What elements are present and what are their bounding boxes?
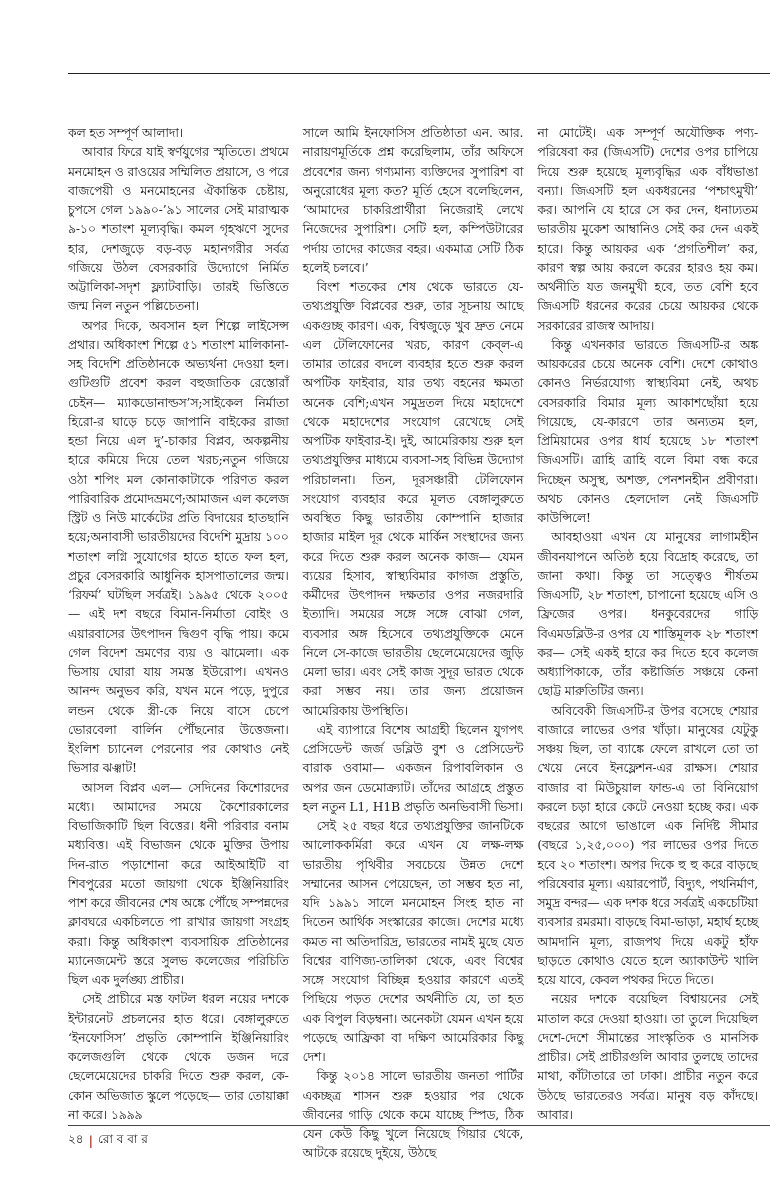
paragraph: অবিবেকী জিএসটি-র উপর বসেছে শেয়ার বাজারে লাভের ওপর খাঁড়া। মানুষের যেটুকু সঞ্চয় ছিল, তা ব্যাঙ্কে ফেলে রাখলে তো তা খেয়ে নেবে ইনফ্লেশন-এর রাক্ষস। শেয়ার বাজার বা মিউচুয়াল ফান্ড-এ তা বিনিয়োগ করলে চড়া হারে কেটে নেওয়া হচ্ছে কর। এক বছরের আগে ভাঙালে এক নির্দিষ্ট সীমার (বছরে ১,২৫,০০০) পর লাভের ওপর দিতে হবে ২০ শতাংশ। অপর দিকে হু হু করে বাড়ছে পরিষেবার মূল্য। এয়ারপোর্ট, বিদ্যুৎ, পথনির্মাণ, সমুদ্র বন্দর— এক দশক ধরে সর্বত্রই একচেটিয়া ব্যবসার রমরমা। বাড়ছে বিমা-ভাড়া, মহার্ঘ হচ্ছে আমদানি মূল্য, রাজপথ দিয়ে একটু হাঁফ ছাড়তে কোথাও যেতে হলে অ্যাকাউন্ট খালি হয়ে যাবে, কেবল পথকর দিতে দিতে।	[537, 703, 759, 987]
paragraph: সেই ২৫ বছর ধরে তথ্যপ্রযুক্তির জানটিকে আলোককর্মিরা করে এখন যে লক্ষ-লক্ষ ভারতীয় পৃথিবীর সবচেয়ে উন্নত দেশে সম্মানের আসন পেয়েছেন, তা সম্ভব হত না, যদি ১৯৯১ সালে মনমোহন সিংহ হাত না দিতেন আর্থিক সংস্কারের কাজে। দেশের মধ্যে কমত না অতিদারিদ্র, ভারতের নামই মুছে যেত বিশ্বের বাণিজ্য-তালিকা থেকে, এবং বিশ্বের সঙ্গে সংযোগ বিচ্ছিন্ন হওয়ার কারণে এতই পিছিয়ে পড়ত দেশের অর্থনীতি যে, তা হত এক বিপুল বিড়ম্বনা। অনেকটা যেমন এখন হয়ে পড়েছে আফ্রিকা বা দক্ষিণ আমেরিকার কিছু দেশ।	[302, 819, 524, 1064]
footer-separator: |	[88, 1134, 93, 1148]
paragraph: সেই প্রাচীরে মস্ত ফাটল ধরল নয়ের দশকে ইন্টারনেট প্রচলনের হাত ধরে। বেঙ্গালুরুতে ‘ইনফোসিস’ প্রভৃতি কোম্পানি ইঞ্জিনিয়ারিং কলেজগুলি থেকে থেকে ডজন দরে ছেলেমেয়েদের চাকরি দিতে শুরু করল, কে-কোন অভিজাত স্কুলে পড়েছে— তার তোয়াক্কা না করে। ১৯৯৯	[68, 992, 289, 1122]
paragraph: সালে আমি ইনফোসিস প্রতিষ্ঠাতা এন. আর. নারায়ণমূর্তিকে প্রশ্ন করেছিলাম, তাঁর অফিসে প্রবেশের জন্য গণ্যমান্য ব্যক্তিদের সুপারিশ বা অনুরোধের মূল্য কত? মূর্তি হেসে বলেছিলেন, ‘আমাদের চাকরিপ্রার্থীরা নিজেরাই লেখে নিজেদের সুপারিশ। সেটি হল, কম্পিউটারের পর্দায় তাদের কাজের বহর। একমাত্র সেটি ঠিক হলেই চলবে।’	[302, 126, 524, 275]
paragraph: আবহাওয়া এখন যে মানুষের লাগামহীন জীবনযাপনে অতিষ্ঠ হয়ে বিদ্রোহ করেছে, তা জানা কথা। কিন্তু তা সত্ত্বেও শীর্ষতম জিএসটি, ২৮ শতাংশ, চাপানো হয়েছে এসি ও ফ্রিজের ওপর। ধনকুবেরদের গাড়ি বিএমডব্লিউ-র ওপর যে শাস্তিমূলক ২৮ শতাংশ কর— সেই একই হারে কর দিতে হবে কলেজ অধ্যাপিকাকে, তাঁর কষ্টার্জিত সঞ্চয়ে কেনা ছোট্ট মারুতিটির জন্য।	[537, 530, 759, 699]
paragraph: বিংশ শতকের শেষ থেকে ভারতে যে-তথ্যপ্রযুক্তি বিপ্লবের শুরু, তার সূচনায় আছে একগুচ্ছ কারণ। এক, বিশ্বজুড়ে খুব দ্রুত নেমে এল টেলিফোনের খরচ, কারণ কেব্‌ল-এ তামার তারের বদলে ব্যবহার হতে শুরু করল অপটিক ফাইবার, যার তথ্য বহনের ক্ষমতা অনেক বেশি;এখন সমুদ্রতল দিয়ে মহাদেশে থেকে মহাদেশের সংযোগ রেখেছে সেই অপটিক ফাইবার-ই। দুই, আমেরিকায় শুরু হল তথ্যপ্রযুক্তির মাধ্যমে ব্যবসা-সহ বিভিন্ন উদ্যোগ পরিচালনা। তিন, দূরসঞ্চারী টেলিফোন সংযোগ ব্যবহার করে মূলত বেঙ্গালুরুতে অবস্থিত কিছু ভারতীয় কোম্পানি হাজার হাজার মাইল দূর থেকে মার্কিন সংস্থাদের জন্য করে দিতে শুরু করল অনেক কাজ— যেমন ব্যয়ের হিসাব, স্বাস্থ্যবিমার কাগজ প্রস্তুতি, কর্মীদের উৎপাদন দক্ষতার ওপর নজরদারি ইত্যাদি। সময়ের সঙ্গে সঙ্গে বোঝা গেল, ব্যবসার অঙ্গ হিসেবে তথ্যপ্রযুক্তিকে মেনে নিলে সে-কাজে ভারতীয় ছেলেমেয়েদের জুড়ি মেলা ভার। এবং সেই কাজ সুদূর ভারত থেকে করা সম্ভব নয়। তার জন্য প্রয়োজন আমেরিকায় উপস্থিতি।	[302, 280, 524, 718]
header-rule	[68, 73, 770, 74]
paragraph: নয়ের দশকে বয়েছিল বিশ্বায়নের সেই মাতাল করে দেওয়া হাওয়া। তা তুলে দিয়েছিল দেশে-দেশে সীমান্তের সাংস্কৃতিক ও মানসিক প্রাচীর। সেই প্রাচীরগুলি আবার তুলছে তাদের মাথা, কাঁটাতারে তা ঢাকা। প্রাচীর নতুন করে উঠছে ভারতেরও সর্বত্র। মানুষ বড় কাঁদছে। আবার।	[537, 992, 759, 1122]
paragraph: আবার ফিরে যাই স্বর্ণযুগের স্মৃতিতে। প্রথমে মনমোহন ও রাওয়ের সম্মিলিত প্রয়াসে, ও পরে বাজপেয়ী ও মনমোহনের ঐকান্তিক চেষ্টায়, চুপসে গেল ১৯৯০-’৯১ সালের সেই মারাত্মক ৯-১০ শতাংশ মূল্যবৃদ্ধি। কমল গৃহঋণে সুদের হার, দেশজুড়ে বড়-বড় মহানগরীর সর্বত্র গজিয়ে উঠল বেসরকারি উদ্যোগে নির্মিত অট্টালিকা-সদৃশ ফ্ল্যাটবাড়ি। তারই ভিত্তিতে জন্ম নিল নতুন পল্লিচেতনা।	[68, 145, 289, 314]
paragraph: না মোটেই। এক সম্পূর্ণ অযৌক্তিক পণ্য-পরিষেবা কর (জিএসটি) দেশের ওপর চাপিয়ে দিয়ে শুরু হয়েছে মূল্যবৃদ্ধির এক বাঁধভাঙা বন্যা। জিএসটি হল একধরনের ‘পশ্চাৎমুখী’ কর। আপনি যে হারে সে কর দেন, ধনাঢ্যতম ভারতীয় মুকেশ আম্বানিও সেই কর দেন একই হারে। কিন্তু আয়কর এক ‘প্রগতিশীল’ কর, কারণ স্বল্প আয় করলে করের হারও হয় কম। অর্থনীতি যত জনমুখী হবে, তত বেশি হবে জিএসটি ধরনের করের চেয়ে আয়কর থেকে সরকারের রাজস্ব আদায়।	[537, 126, 759, 333]
paragraph: আসল বিপ্লব এল— সেদিনের কিশোরদের মধ্যে। আমাদের সময়ে কৈশোরকালের বিভাজিকাটি ছিল বিত্তের। ধনী পরিবার বনাম মধ্যবিত্ত। এই বিভাজন থেকে মুক্তির উপায় দিন-রাত পড়াশোনা করে আইআইটি বা শিবপুরের মতো জায়গা থেকে ইঞ্জিনিয়ারিং পাশ করে জীবনের শেষ অঙ্কে পৌঁছে সম্পন্নদের ক্লাবঘরে একচিলতে পা রাখার জায়গা সংগ্রহ করা। কিন্তু অধিকাংশ ব্যবসায়িক প্রতিষ্ঠানের ম্যানেজমেন্ট স্তরে সুলভ কলেজের পরিচিতি ছিল এক দুর্লঙ্ঘ্য প্রাচীর।	[68, 780, 289, 987]
paragraph: অপর দিকে, অবসান হল শিল্পে লাইসেন্স প্রথার। অধিকাংশ শিল্পে ৫১ শতাংশ মালিকানা-সহ বিদেশি প্রতিষ্ঠানকে অভ্যর্থনা দেওয়া হল। গুটিগুটি প্রবেশ করল বহুজাতিক রেস্তোরাঁ চেইন— ম্যাকডোনাল্ডস’স;সাইকেল নির্মাতা হিরো-র ঘাড়ে চড়ে জাপানি বাইকের রাজা হন্ডা নিয়ে এল দু’-চাকার বিপ্লব, অকল্পনীয় হারে কমিয়ে দিয়ে তেল খরচ;নতুন গজিয়ে ওঠা শপিং মল কোনাকাটাকে পরিণত করল পারিবারিক প্রমোদভ্রমণে;আমাজন এল কলেজ স্ট্রিট ও নিউ মার্কেটের প্রতি বিদায়ের হাতছানি হয়ে;অনাবাসী ভারতীয়দের বিদেশি মুদ্রায় ১০০ শতাংশ লগ্নি সুযোগের হাতে হাতে ফল হল, প্রচুর বেসরকারি আধুনিক হাসপাতালের জন্ম। ‘রিফর্ম’ ঘটছিল সর্বত্রই। ১৯৯৫ থেকে ২০০৫— এই দশ বছরে বিমান-নির্মাতা বোইং ও এয়ারবাসের উৎপাদন দ্বিগুণ বৃদ্ধি পায়। কমে গেল বিদেশ ভ্রমণের ব্যয় ও ঝামেলা। এক ভিসায় ঘোরা যায় সমস্ত ইউরোপ। এখনও আনন্দ অনুভব করি, যখন মনে পড়ে, দুপুরে লন্ডন থেকে স্ত্রী-কে নিয়ে বাসে চেপে ভোরবেলা বার্লিন পৌঁছনোর উত্তেজনা। ইংলিশ চ্যানেল পেরনোর পর কোথাও নেই ভিসার ঝঞ্ঝাট!	[68, 318, 289, 776]
paragraph: এই ব্যাপারে বিশেষ আগ্রহী ছিলেন যুগপৎ প্রেসিডেন্ট জর্জ ডব্লিউ বুশ ও প্রেসিডেন্ট বারাক ওবামা— একজন রিপাবলিকান ও অপর জন ডেমোক্র্যাট। তাঁদের আগ্রহে প্রস্তুত হল নতুন L1, H1B প্রভৃতি অনভিবাসী ভিসা।	[302, 722, 524, 814]
column-3	[537, 124, 758, 1124]
magazine-name: রো ব বা র	[97, 1132, 148, 1146]
paragraph: কিন্তু ২০১৪ সালে ভারতীয় জনতা পার্টির একচ্ছত্র শাসন শুরু হওয়ার পর থেকে জীবনের গাড়ি থেকে কমে যাচ্ছে স্পিড, ঠিক যেন কেউ কিছু খুলে নিয়েছে গিয়ার থেকে, আটকে রয়েছে দুইয়ে, উঠছে	[302, 1069, 524, 1161]
page-number: ২৪	[68, 1132, 84, 1146]
footer-rule	[68, 1125, 770, 1126]
column-1	[68, 124, 289, 1124]
page-footer	[68, 1131, 148, 1151]
paragraph: কল হত সম্পূর্ণ আলাদা।	[68, 126, 184, 140]
paragraph: কিন্তু এখনকার ভারতে জিএসটি-র অঙ্ক আয়করের চেয়ে অনেক বেশি। দেশে কোথাও কোনও নির্ভরযোগ্য স্বাস্থ্যবিমা নেই, অথচ বেসরকারি বিমার মূল্য আকাশছোঁয়া হয়ে গিয়েছে, যে-কারণে তার অন্যতম হল, প্রিমিয়ামের ওপর ধার্য হয়েছে ১৮ শতাংশ জিএসটি। ত্রাহি ত্রাহি বলে বিমা বন্ধ করে দিচ্ছেন অসুস্থ, অশক্ত, পেনশনহীন প্রবীণরা। অথচ কোনও হেলদোল নেই জিএসটি কাউন্সিলে!	[537, 337, 759, 525]
column-2	[302, 124, 524, 1161]
